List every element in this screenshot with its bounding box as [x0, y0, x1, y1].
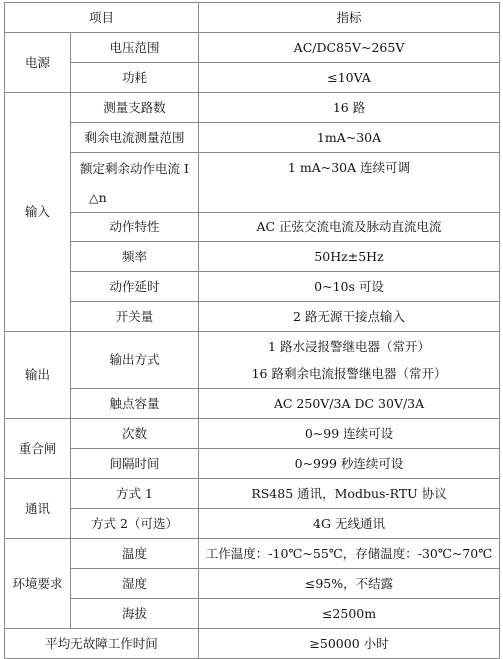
row-item: 方式 2（可选）	[71, 509, 199, 539]
row-item: 动作延时	[71, 272, 199, 302]
mtbf-item: 平均无故障工作时间	[5, 629, 199, 659]
row-item: 开关量	[71, 302, 199, 332]
row-item: 功耗	[71, 63, 199, 93]
row-value-line: 16 路剩余电流报警继电器（常开）	[251, 366, 447, 381]
table-row	[5, 389, 500, 419]
table-row	[5, 213, 500, 242]
row-item: 湿度	[71, 569, 199, 599]
row-value: ≤10VA	[199, 63, 500, 93]
group-label-reclose: 重合闸	[5, 419, 71, 479]
row-item: 海拔	[71, 599, 199, 629]
table-row	[5, 63, 500, 93]
table-row	[5, 479, 500, 509]
table-row	[5, 599, 500, 629]
group-label-power: 电源	[5, 33, 71, 93]
row-item: 测量支路数	[71, 93, 199, 123]
mtbf-value: ≥50000 小时	[199, 629, 500, 659]
row-item: 频率	[71, 242, 199, 272]
row-value: 1 mA~30A 连续可调	[199, 153, 500, 213]
row-value: 0~10s 可设	[199, 272, 500, 302]
header-item: 项目	[5, 3, 199, 33]
row-item: 次数	[71, 419, 199, 449]
row-value: ≤2500m	[199, 599, 500, 629]
row-value: 0~999 秒连续可设	[199, 449, 500, 479]
row-value: AC 正弦交流电流及脉动直流电流	[199, 213, 500, 242]
row-item-line: 额定剩余动作电流 I	[80, 160, 189, 176]
row-value-multiline	[199, 332, 500, 389]
row-value-line: 1 路水浸报警继电器（常开）	[268, 339, 430, 354]
group-label-output: 输出	[5, 332, 71, 419]
row-value: 1mA~30A	[199, 123, 500, 153]
table-row	[5, 449, 500, 479]
table-row	[5, 539, 500, 569]
row-value: 工作温度：-10℃~55℃，存储温度：-30℃~70℃	[199, 539, 500, 569]
table-row	[5, 93, 500, 123]
row-item: 触点容量	[71, 389, 199, 419]
table-row	[5, 242, 500, 272]
row-value: 16 路	[199, 93, 500, 123]
row-item: 间隔时间	[71, 449, 199, 479]
row-value: AC 250V/3A DC 30V/3A	[199, 389, 500, 419]
row-item: 方式 1	[71, 479, 199, 509]
spec-table	[4, 2, 500, 659]
group-label-input: 输入	[5, 93, 71, 332]
row-item: 温度	[71, 539, 199, 569]
table-row	[5, 419, 500, 449]
row-item: 电压范围	[71, 33, 199, 63]
row-item: 输出方式	[71, 332, 199, 389]
row-item-line: △n	[89, 189, 107, 205]
table-row	[5, 332, 500, 389]
header-row	[5, 3, 500, 33]
row-item-multiline	[71, 153, 199, 213]
table-row	[5, 509, 500, 539]
row-value: 0~99 连续可设	[199, 419, 500, 449]
row-item: 剩余电流测量范围	[71, 123, 199, 153]
row-value: RS485 通讯，Modbus-RTU 协议	[199, 479, 500, 509]
row-value: 2 路无源干接点输入	[199, 302, 500, 332]
table-row	[5, 629, 500, 659]
header-indicator: 指标	[199, 3, 500, 33]
group-label-comm: 通讯	[5, 479, 71, 539]
table-row	[5, 272, 500, 302]
row-value: 50Hz±5Hz	[199, 242, 500, 272]
table-row	[5, 123, 500, 153]
row-value: AC/DC85V~265V	[199, 33, 500, 63]
table-row	[5, 153, 500, 213]
row-value: 4G 无线通讯	[199, 509, 500, 539]
row-value: ≤95%，不结露	[199, 569, 500, 599]
row-item: 动作特性	[71, 213, 199, 242]
group-label-env: 环境要求	[5, 539, 71, 629]
table-row	[5, 569, 500, 599]
table-row	[5, 33, 500, 63]
table-row	[5, 302, 500, 332]
